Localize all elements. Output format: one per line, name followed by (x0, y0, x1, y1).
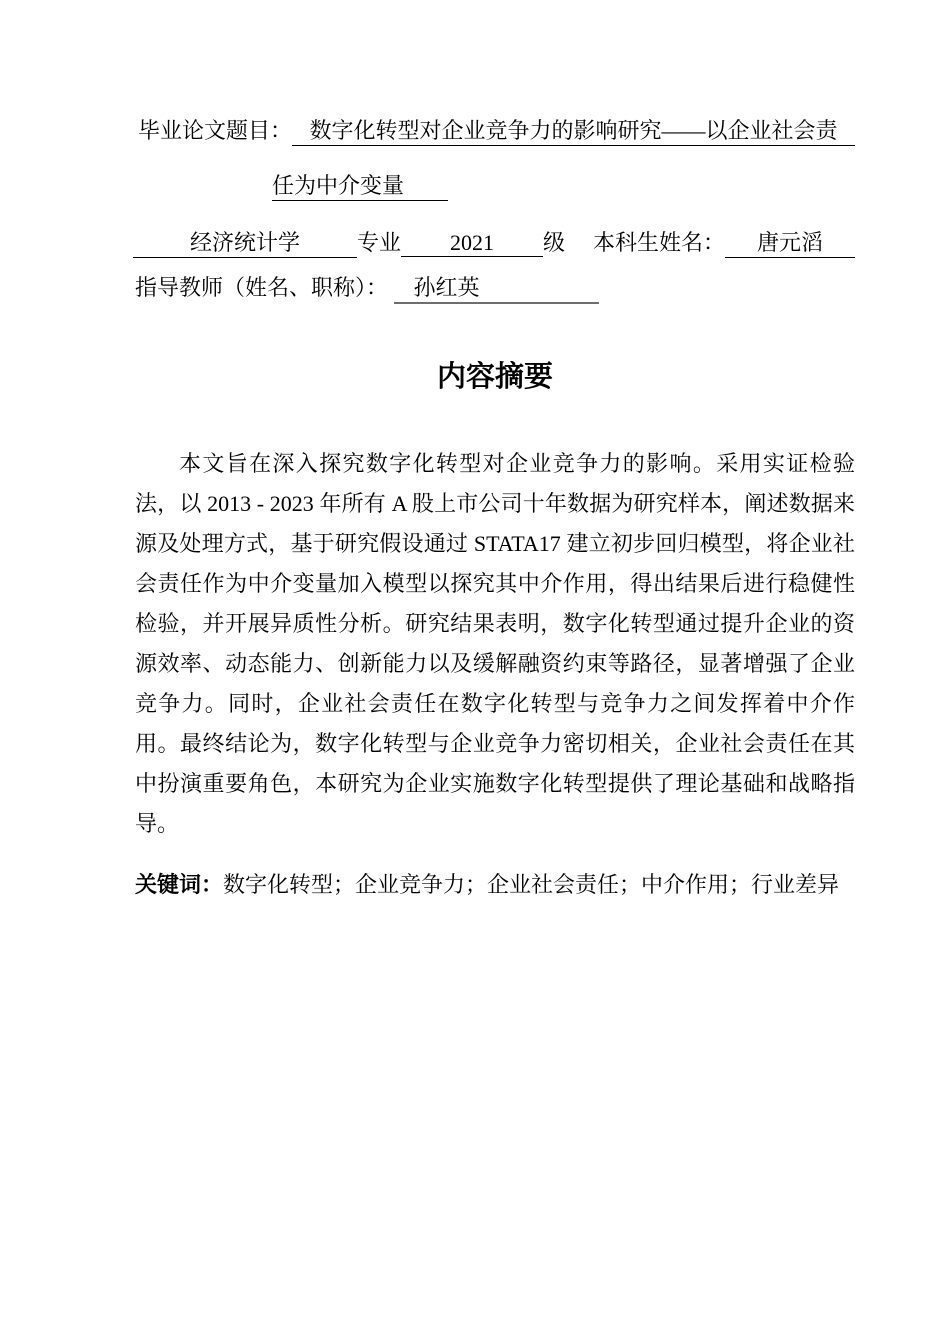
keywords-label: 关键词： (135, 872, 224, 897)
student-name-value: 唐元滔 (725, 226, 855, 258)
abstract-paragraph: 本文旨在深入探究数字化转型对企业竞争力的影响。采用实证检验法，以 2013 - 2023 年所有 A 股上市公司十年数据为研究样本，阐述数据来源及处理方式，基于研究假设通过 STATA17 建立初步回归模型，将企业社会责任作为中介变量加入模型以探究其中介作用，得出结果后进行稳健性检验，并开展异质性分析。研究结果表明，数字化转型通过提升企业的资源效率、动态能力、创新能力以及缓解融资约束等路径，显著增强了企业竞争力。同时，企业社会责任在数字化转型与竞争力之间发挥着中介作用。最终结论为，数字化转型与企业竞争力密切相关，企业社会责任在其中扮演重要角色，本研究为企业实施数字化转型提供了理论基础和战略指导。 (135, 451, 855, 836)
thesis-title-line-1 (138, 114, 855, 146)
major-field-value: 经济统计学 (133, 226, 357, 258)
abstract-heading: 内容摘要 (436, 361, 553, 393)
advisor-name-value: 孙红英 (394, 271, 599, 304)
keywords-line (135, 864, 855, 906)
student-info-line (133, 226, 855, 258)
grade-field-value: 2021 (401, 230, 543, 257)
thesis-title-value-part1: 数字化转型对企业竞争力的影响研究——以企业社会责 (292, 114, 855, 146)
advisor-info-line (135, 271, 599, 304)
student-name-label: 本科生姓名： (593, 230, 726, 255)
thesis-title-line-2 (272, 169, 448, 201)
thesis-title-value-part2: 任为中介变量 (272, 169, 448, 201)
advisor-label: 指导教师（姓名、职称）： (135, 275, 389, 300)
grade-suffix-label: 级 (543, 230, 566, 255)
keywords-value: 数字化转型；企业竞争力；企业社会责任；中介作用；行业差异 (223, 872, 840, 897)
thesis-title-label: 毕业论文题目： (138, 118, 293, 143)
major-suffix-label: 专业 (357, 230, 402, 255)
